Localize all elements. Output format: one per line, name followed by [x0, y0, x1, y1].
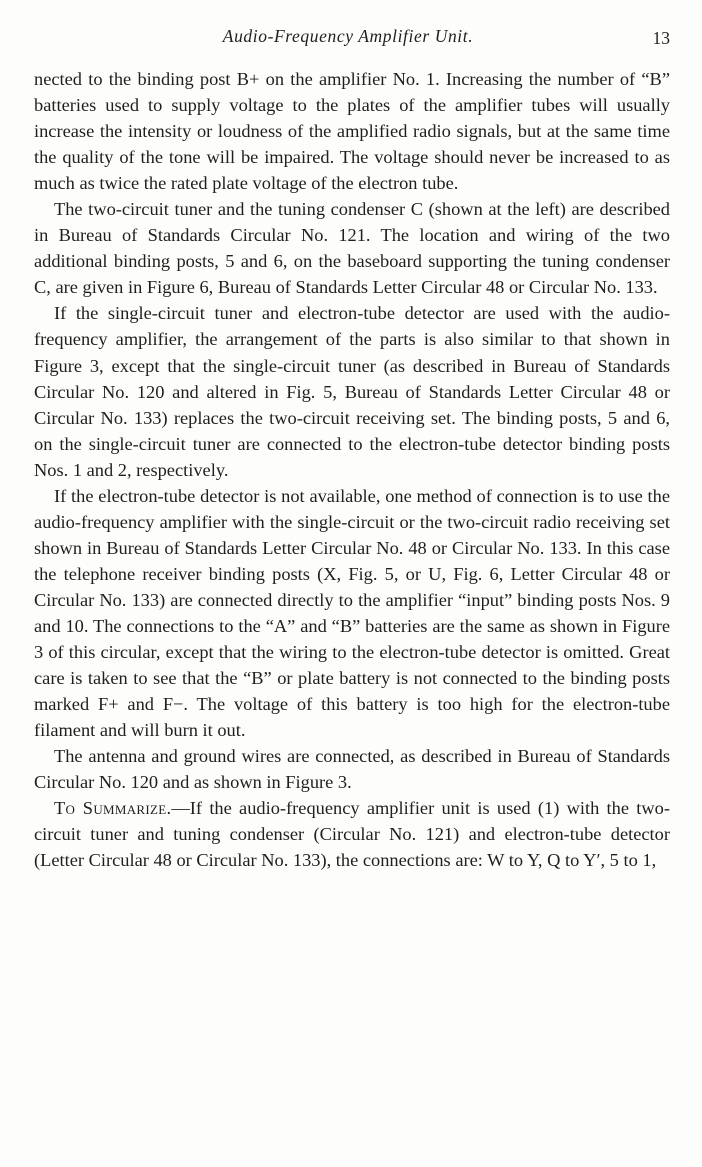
running-title: Audio-Frequency Amplifier Unit.	[222, 26, 474, 46]
paragraph-summary	[34, 795, 670, 873]
paragraph-two-circuit-tuner: The two-circuit tuner and the tuning condenser C (shown at the left) are described in Bureau of Standards Circular No. 121. The location and wiring of the two additional binding posts, 5 and 6, on the baseboard supporting the tuning condenser C, are given in Figure 6, Bureau of Standards Letter Circular 48 or Circular No. 133.	[34, 199, 670, 298]
running-head	[26, 24, 670, 50]
summary-text: —If the audio-frequency amplifier unit is used (1) with the two-circuit tuner and tuning condenser (Circular No. 121) and electron-tube detector (Letter Circular 48 or Circular No. 133), the connections are: W to Y, Q to Y′, 5 to 1,	[34, 798, 670, 871]
summary-label: To Summarize.	[54, 798, 172, 819]
paragraph-antenna-ground: The antenna and ground wires are connected, as described in Bureau of Standards Circular No. 120 and as shown in Figure 3.	[34, 746, 670, 793]
body-text	[34, 66, 670, 873]
page-number: 13	[652, 28, 670, 48]
paragraph-single-circuit-tuner: If the single-circuit tuner and electron-tube detector are used with the audio-frequency amplifier, the arrangement of the parts is also similar to that shown in Figure 3, except that the single-circuit tuner (as described in Bureau of Standards Circular No. 120 and altered in Fig. 5, Bureau of Standards Letter Circular 48 or Circular No. 133) replaces the two-circuit receiving set. The binding posts, 5 and 6, on the single-circuit tuner are connected to the electron-tube detector binding posts Nos. 1 and 2, respectively.	[34, 303, 670, 480]
paragraph-no-detector: If the electron-tube detector is not available, one method of connection is to use the audio-frequency amplifier with the single-circuit or the two-circuit radio receiving set shown in Bureau of Standards Letter Circular No. 48 or Circular No. 133. In this case the telephone receiver binding posts (X, Fig. 5, or U, Fig. 6, Letter Circular 48 or Circular No. 133) are connected directly to the amplifier “input” binding posts Nos. 9 and 10. The connections to the “A” and “B” batteries are the same as shown in Figure 3 of this circular, except that the wiring to the electron-tube detector is omitted. Great care is taken to see that the “B” or plate battery is not connected to the binding posts marked F+ and F−. The voltage of this battery is too high for the electron-tube filament and will burn it out.	[34, 485, 670, 741]
paragraph-continued: nected to the binding post B+ on the amplifier No. 1. Increasing the number of “B” batteries used to supply voltage to the plates of the amplifier tubes will usually increase the intensity or loudness of the amplified radio signals, but at the same time the quality of the tone will be impaired. The voltage should never be increased to as much as twice the rated plate voltage of the electron tube.	[34, 69, 670, 194]
